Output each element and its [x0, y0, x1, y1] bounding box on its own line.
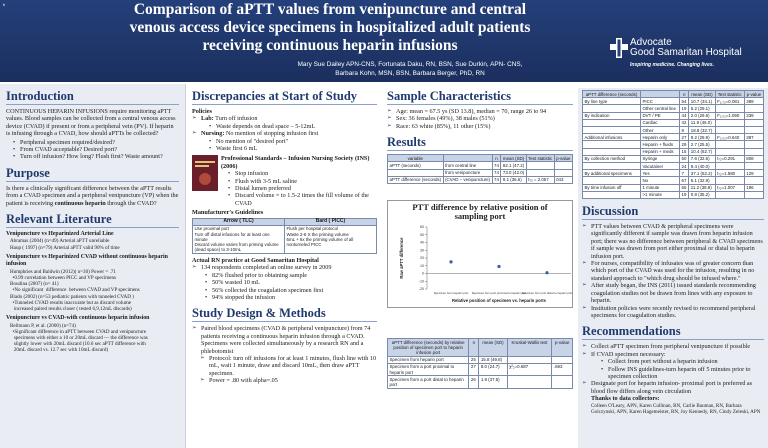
table-cell	[715, 119, 744, 126]
x-tick-label: Specimen from port proximal to heparin port	[471, 291, 527, 296]
table-cell: 27	[469, 363, 479, 375]
discussion-item: ➢ Institution policies were recently revised to recommend peripheral specimens for coagulation studies.	[582, 305, 764, 320]
mfg-col-bard: Bard ( PICC)	[285, 218, 377, 225]
port-header: aPTT difference (seconds) by relative position of specimen port to heparin infusion port	[388, 339, 469, 357]
mfg-item: Turn off distal infusions for at least one minute	[194, 231, 270, 242]
intro-bullet: • Peripheral specimen required/desired?	[6, 139, 179, 146]
table-cell: t₇₂=0.291	[715, 155, 744, 162]
table-row	[388, 169, 573, 176]
policy-nursing-text: No mention of stopping infusion first	[224, 130, 319, 138]
table-cell: 1 minute	[640, 184, 679, 191]
column-1	[0, 84, 186, 448]
lit-item: Blado (2002) (n=53 pediatric patients with tunneled CVAD )	[10, 293, 134, 300]
lit-item: increased paired results closer ( tested 6,9,12mL discards)	[10, 305, 132, 312]
table-cell: 387	[744, 134, 763, 141]
table-cell: 54	[680, 98, 689, 105]
chart-title: PTT difference by relative position of sampling port	[412, 202, 548, 222]
table-cell	[744, 127, 763, 134]
discussion-item: ➢ For nurses, compatibility of infusates was of greater concern than which port of the CVAD was used for the infusion, resulting in no standard approach to "which drug should be infused where."	[582, 260, 764, 282]
table-cell: 9.4 (40.0)	[689, 163, 715, 170]
table-cell: 37.1 (52.2)	[689, 170, 715, 177]
table-cell	[744, 148, 763, 155]
results-header: p-value	[556, 155, 571, 161]
table-cell: 24	[680, 163, 689, 170]
results-header: Test statistic	[528, 155, 553, 161]
table-cell	[715, 177, 744, 184]
table-cell: Heparin + meds	[640, 148, 679, 155]
table-cell	[583, 191, 641, 198]
table-row	[388, 162, 573, 169]
table-cell	[715, 141, 744, 148]
rn-practice-item: • 56% collected the coagulation specimen first	[198, 287, 377, 294]
policy-sub-item: • Waste depends on dead space – 5-12mL	[202, 123, 377, 130]
policy-lab-text: Turn off infusion	[213, 115, 258, 123]
table-cell: 73.0 (42.0)	[502, 170, 525, 176]
corner-mark: b	[3, 2, 6, 7]
purpose-text-tail: through the CVAD?	[105, 199, 157, 207]
table-cell: By time infusion off	[583, 184, 641, 191]
discussion-heading: Discussion	[582, 204, 764, 220]
logo-line-2: Good Samaritan Hospital	[630, 47, 742, 58]
purpose-text	[6, 185, 179, 207]
table-cell	[583, 148, 641, 155]
y-tick-label: 50	[420, 232, 424, 237]
table-cell: 29	[680, 141, 689, 148]
recommendation-sub-item: • Collect from port without a heparin infusion	[594, 358, 764, 365]
design-list	[192, 325, 377, 384]
table-cell: 11.9 (46.0)	[689, 119, 715, 126]
table-cell	[554, 162, 572, 169]
table-cell: 196	[744, 184, 763, 191]
results-table	[387, 154, 573, 184]
table-row	[583, 98, 764, 105]
mfg-item: Discard volume varies from priming volume (dead space) to 3-10mL	[194, 242, 279, 253]
table-cell: By collection method	[583, 155, 641, 162]
table-cell	[715, 163, 744, 170]
table-cell	[715, 127, 744, 134]
results-heading: Results	[387, 135, 573, 151]
table-cell: 18.8 (32.7)	[689, 127, 715, 134]
table-cell: 44	[680, 112, 689, 119]
table-cell: 9.1 (36.6)	[501, 176, 526, 183]
table-cell	[583, 127, 641, 134]
recommendations-list	[582, 343, 764, 358]
recommendation-item: ➢ If CVAD specimen necessary:	[582, 351, 764, 358]
mfg-item: Waste 2-6 X the priming volume	[286, 231, 349, 237]
table-row	[583, 184, 764, 191]
table-cell	[554, 169, 572, 176]
table-cell: Heparin + fluids	[640, 141, 679, 148]
table-cell	[526, 162, 554, 169]
port-table	[387, 338, 573, 389]
discussion-item: ➢ After study began, the INS (2011) issued standards recommending coagulation studies not be drawn from lines with any exposure to heparin.	[582, 282, 764, 304]
policy-nursing-sub	[192, 138, 377, 153]
table-cell: 9.2 (29.9)	[689, 134, 715, 141]
table-cell: 129	[744, 170, 763, 177]
discrepancies-heading: Discrepancies at Start of Study	[192, 89, 377, 105]
lit-item: Haup ( 1997) (n=79) Arterial aPTT valid 90% of time	[10, 244, 120, 251]
table-cell: F₁,₇₂=0.081	[715, 98, 744, 105]
table-cell: 389	[744, 98, 763, 105]
subgroup-header: aPTT difference (seconds)	[583, 91, 641, 98]
table-cell: from central line	[443, 162, 492, 169]
port-header: n	[469, 339, 479, 357]
mfg-arrow-cell	[193, 225, 285, 253]
recommendations-sub	[582, 358, 764, 380]
table-cell: By additional specimens	[583, 170, 641, 177]
intro-text: CONTINUOUS HEPARIN INFUSIONS require monitoring aPTT values. Blood samples can be collected from a central venous access device (CVAD) if present or from a peripheral vein (PV). If heparin is infusing through a CVAD, how should aPTTs be collected?	[6, 108, 176, 138]
table-cell	[507, 376, 552, 388]
table-cell: No	[640, 177, 679, 184]
rn-practice-item: • 94% stopped the infusion	[198, 294, 377, 301]
table-row	[583, 170, 764, 177]
standards-item: • Flush with 3-5 mL saline	[221, 178, 377, 185]
table-row	[583, 155, 764, 162]
table-cell: By line type	[583, 98, 641, 105]
table-row	[583, 163, 764, 170]
rn-practice-item: • 82% flushed prior to obtaining sample	[198, 272, 377, 279]
table-cell	[744, 177, 763, 184]
table-row	[583, 148, 764, 155]
table-cell	[388, 169, 444, 176]
poster-title: Comparison of aPTT values from venipuncture and central venous access device specimens in hospitalized adult patients receiving continuous heparin infusions	[129, 1, 531, 54]
table-cell: Additional infusions	[583, 134, 641, 141]
y-tick-label: 0	[422, 271, 424, 276]
table-cell: 808	[744, 155, 763, 162]
lit-section-2-title: Venipuncture vs Heparinized CVAD without continuous heparin infusion	[6, 253, 168, 268]
lit-item: •No significant difference between CVAD and VP specimens	[10, 287, 140, 294]
results-header: n	[492, 155, 501, 162]
table-cell: 1.9 (37.5)	[479, 376, 507, 388]
table-cell	[744, 163, 763, 170]
table-cell: PICC	[640, 98, 679, 105]
table-cell: 26	[469, 376, 479, 388]
table-cell: 15.8 (49.8)	[479, 356, 507, 363]
table-cell: 7.6 (32.6)	[689, 155, 715, 162]
x-tick-label: Specimen from heparin port	[433, 291, 469, 296]
table-cell: 0.8 (35.2)	[689, 191, 715, 198]
policy-sub-item: • No mention of "desired port"	[202, 138, 377, 145]
table-cell	[583, 119, 641, 126]
rn-practice-title: Actual RN practice at Good Samaritan Hospital	[192, 256, 319, 264]
table-cell: 339	[744, 112, 763, 119]
policies-label: Policies	[192, 108, 212, 115]
lit-item: Boudina (2007) (n= 41)	[10, 281, 59, 288]
port-header: mean (SD)	[479, 339, 507, 357]
table-cell: DVT / PE	[640, 112, 679, 119]
recommendation-item: ➢ Designate port for heparin infusion- proximal port is preferred as blood flow differs along vein circulation	[582, 380, 764, 395]
x-axis-label: Relative position of specimen vs. heparin ports	[451, 298, 547, 304]
table-cell: F₂,₇₁=0.640	[715, 134, 744, 141]
table-cell: 10.4 (62.7)	[689, 148, 715, 155]
table-row	[583, 177, 764, 184]
mfg-bard-cell	[285, 225, 377, 253]
table-cell: 19	[680, 105, 689, 112]
table-row	[583, 105, 764, 112]
table-cell: 15	[680, 148, 689, 155]
table-cell: t₇₂=1.007	[715, 184, 744, 191]
table-cell: from venipuncture	[443, 169, 492, 176]
table-cell	[552, 376, 573, 388]
table-cell: 67	[680, 177, 689, 184]
chart-frame	[387, 200, 573, 308]
table-cell: Vacutainer	[640, 163, 679, 170]
table-cell: 27	[680, 134, 689, 141]
table-cell: Specimen from a port proximal to heparin port	[388, 363, 469, 375]
table-cell: Other central line	[640, 105, 679, 112]
sample-item: ➢ Race: 63 white (85%), 11 other (15%)	[387, 123, 573, 130]
table-cell: 5.2 (29.1)	[689, 105, 715, 112]
x-tick-label: Specimen from port distal to heparin port	[521, 291, 573, 296]
table-cell: 6.1 (32.9)	[689, 177, 715, 184]
subgroup-header-row	[583, 91, 764, 98]
table-cell: 8	[680, 127, 689, 134]
table-cell	[583, 163, 641, 170]
policy-lab-label: Lab:	[201, 115, 214, 123]
sample-item: ➢ Age: mean = 67.5 ys (SD 13.8), median = 70, range 26 to 94	[387, 108, 573, 115]
table-cell	[552, 356, 573, 363]
table-row	[583, 191, 764, 198]
table-cell: 42	[680, 119, 689, 126]
y-tick-label: -20	[418, 287, 424, 292]
discussion-item: ➢ PTT values between CVAD & peripheral specimens were significantly different if sample was drawn from heparin infusion port; there was no difference between peripheral & CVAD specimens if sample was drawn from port either proximal or distal to heparin infusion port.	[582, 223, 764, 260]
mfg-item: 5mL + 6x the priming volume of all nonturneled PICC	[286, 236, 354, 247]
design-item: ➢ Paired blood specimens (CVAD & peripheral venipuncture) from 74 patients receiving a continuous heparin infusion through a CVAD. Specimens were collected simultaneously by a research RN and a phlebotomist	[192, 325, 377, 355]
table-cell: 50	[680, 155, 689, 162]
table-cell: 74	[494, 170, 499, 176]
results-header	[443, 155, 492, 162]
literature-heading: Relevant Literature	[6, 212, 179, 228]
data-point	[497, 265, 500, 268]
lit-item: •Tunneled CVAD results inaccurate but as discard volume	[10, 299, 132, 306]
hospital-logo	[610, 36, 760, 76]
column-2	[187, 84, 382, 448]
table-cell: By indication	[583, 112, 641, 119]
table-cell: 2.7 (25.5)	[689, 141, 715, 148]
table-row	[388, 363, 573, 375]
table-row	[388, 376, 573, 388]
subgroup-header: Test statistic	[715, 91, 744, 98]
port-header: p-value	[552, 339, 573, 357]
policy-list-2	[192, 130, 377, 137]
port-header: Kruskal-Wallis test	[507, 339, 552, 357]
design-item: ➢ Power = .80 with alpha=.05	[200, 377, 377, 384]
lit-item: •Significant difference in aPTT between CVAD and venipuncture	[10, 328, 147, 335]
manufacturer-title: Manufacturer's Guidelines	[192, 209, 264, 217]
rn-practice-sub	[192, 272, 377, 302]
table-cell: 74	[494, 177, 499, 183]
port-header-row	[388, 339, 573, 357]
table-cell: aPTT (seconds)	[388, 162, 444, 169]
table-cell: Specimen from heparin port	[388, 356, 469, 363]
column-4	[578, 88, 768, 448]
policy-nursing	[192, 130, 377, 137]
standards-item: • Stop infusion	[221, 170, 377, 177]
table-cell: 043	[554, 176, 572, 183]
table-row	[583, 134, 764, 141]
table-cell: χ²₂=0.687	[507, 363, 552, 375]
rn-practice-lead: ➢ 134 respondents completed an online survey in 2009	[192, 264, 377, 271]
policy-lab	[192, 115, 377, 122]
book-cover-icon	[192, 155, 218, 191]
thanks-text: Colleen O'Leary, APN, Karen Cullinan, RN, Carlie Bauman, RN, Barbara Golczynski, APN, Karen Hagemeister, RN, Joy Kennedy, RN, Cindy Zeleski, APN	[591, 402, 761, 415]
table-cell: 25	[469, 356, 479, 363]
table-cell: Specimen from a port distal to heparin port	[388, 376, 469, 388]
table-cell	[744, 105, 763, 112]
sample-item: ➢ Sex: 36 females (49%), 38 males (51%)	[387, 115, 573, 122]
policy-nursing-label: Nursing:	[201, 130, 225, 138]
cross-icon	[610, 38, 628, 58]
table-row	[388, 356, 573, 363]
manufacturer-table	[192, 218, 377, 254]
rn-practice-list	[192, 264, 377, 271]
table-cell: Cardiac	[640, 119, 679, 126]
table-cell	[583, 177, 641, 184]
sample-heading: Sample Characteristics	[387, 89, 573, 105]
table-cell: 55	[680, 184, 689, 191]
table-row	[388, 176, 573, 183]
design-heading: Study Design & Methods	[192, 306, 377, 322]
table-cell	[583, 141, 641, 148]
y-tick-label: 30	[420, 248, 424, 253]
recommendation-sub-item: • Follow INS guidelines-turn heparin off 5 minutes prior to specimen collection	[594, 366, 764, 381]
standards-title: Professional Standards – Infusion Nursing Society (INS) (2006)	[221, 155, 370, 170]
purpose-heading: Purpose	[6, 166, 179, 182]
y-axis-label: Raw aPTT difference	[399, 237, 404, 279]
table-cell	[715, 105, 744, 112]
table-row	[583, 119, 764, 126]
subgroup-header: n	[680, 91, 689, 98]
design-item: ➢ Protocol: turn off infusions for at least 1 minutes, flush line with 10 mL, wait 1 minute, draw and discard 10mL, then draw aPTT specimen.	[200, 355, 377, 377]
table-cell: 11.2 (38.8)	[689, 184, 715, 191]
data-point	[545, 271, 548, 274]
standards-item: • Discard volume = to 1.5-2 times the fill volume of the CVAD	[221, 192, 377, 207]
column-3	[382, 84, 578, 448]
chart-plot	[393, 223, 577, 307]
rn-practice-item: • 50% wasted 10 mL	[198, 279, 377, 286]
table-cell	[715, 148, 744, 155]
standards-block	[192, 155, 377, 207]
y-tick-label: 60	[420, 225, 424, 230]
recommendation-item: ➢ Collect aPTT specimen from peripheral venipuncture if possible	[582, 343, 764, 350]
subgroup-header: mean (SD)	[689, 91, 715, 98]
results-header-row	[388, 155, 573, 162]
table-row	[583, 127, 764, 134]
intro-list	[6, 139, 179, 161]
table-cell: 10.7 (34.1)	[689, 98, 715, 105]
table-cell: >1 minute	[640, 191, 679, 198]
intro-heading: Introduction	[6, 89, 179, 105]
table-cell	[507, 356, 552, 363]
lit-item: 20mL discard vs. 12.7 sec with 10mL discard)	[10, 347, 109, 354]
table-cell: t₇₂=1.580	[715, 170, 744, 177]
table-cell: 74	[494, 162, 499, 168]
lit-item: slightly lower with 20mL discard (10.6 sec aPTT difference with	[10, 341, 146, 348]
table-cell	[526, 169, 554, 176]
y-tick-label: -10	[418, 279, 424, 284]
policy-list	[192, 115, 377, 122]
logo-line-1: Advocate	[630, 37, 672, 48]
subgroup-header	[640, 91, 679, 98]
lit-section-1-title: Venipuncture vs Heparinized Arterial Line	[6, 231, 114, 238]
lit-item: Bellmann P, et al. (2000) (n=74)	[10, 322, 76, 329]
table-cell: Syringe	[640, 155, 679, 162]
table-cell: F₂,₇₁=1.090	[715, 112, 744, 119]
title-banner	[0, 0, 768, 82]
sample-list	[387, 108, 573, 130]
mfg-col-arrow: Arrow ( TLC)	[193, 218, 285, 225]
mfg-item: Use proximal port	[194, 226, 229, 232]
table-cell: Heparin only	[640, 134, 679, 141]
table-cell: Other	[640, 127, 679, 134]
recommendations-heading: Recommendations	[582, 324, 764, 340]
table-cell: 82.1 (47.2)	[502, 162, 525, 168]
lit-item: •0.99 correlation between PICC and VP specimens	[10, 274, 117, 281]
subgroup-table	[582, 90, 764, 199]
recommendations-list-2	[582, 380, 764, 395]
lit-item: Abramas (2004) (n=49) Arterial aPTT unreliable	[10, 238, 110, 245]
intro-bullet: • From CVAD acceptable? Desired port?	[6, 146, 179, 153]
policy-lab-sub	[192, 123, 377, 130]
results-header: variable	[388, 155, 444, 162]
data-point	[449, 260, 452, 263]
table-cell	[744, 141, 763, 148]
purpose-text-a: Is there a clinically significant difference between the aPTT results from a CVAD specimen and a peripheral venipuncture (VP) when the patient is receiving	[6, 184, 179, 207]
table-cell: 7	[680, 170, 689, 177]
lit-item: Humphries and Baldwin (2012)( n=30) Power = .71	[10, 268, 116, 275]
table-cell	[715, 191, 744, 198]
subgroup-header: p-value	[744, 91, 763, 98]
table-cell: 8.0 (24.7)	[479, 363, 507, 375]
standards-item: • Distal lumen preferred	[221, 185, 377, 192]
y-tick-label: 10	[420, 263, 424, 268]
table-cell: 2.0 (29.6)	[689, 112, 715, 119]
table-row	[583, 141, 764, 148]
table-cell: (CVAD − venipuncture)	[445, 177, 491, 183]
standards-list	[221, 170, 377, 207]
intro-bullet: • Turn off infusion? How long? Flush first? Waste amount?	[6, 153, 179, 160]
lit-section-3-title: Venipuncture vs CVAD-with continuous heparin infusion	[6, 315, 150, 322]
policy-sub-item: • Waste first 6 mL	[202, 145, 377, 152]
table-cell	[583, 105, 641, 112]
table-cell: .693	[552, 363, 573, 375]
y-tick-label: 20	[420, 256, 424, 261]
thanks-title: Thanks to data collectors:	[591, 395, 660, 403]
y-tick-label: 40	[420, 240, 424, 245]
table-cell	[744, 191, 763, 198]
table-cell: t₇₃ = 2.057	[526, 176, 554, 183]
table-cell: Yes	[640, 170, 679, 177]
table-cell	[744, 119, 763, 126]
poster-authors: Mary Sue Dailey APN-CNS, Fortunata Daku, RN, BSN, Sue Durkin, APN- CNS, Barbara Kohn, MSN, BSN, Barbara Berger, PhD, RN	[297, 61, 523, 77]
results-header: mean (SD)	[501, 155, 526, 162]
table-row	[583, 112, 764, 119]
logo-tagline: Inspiring medicine. Changing lives.	[630, 62, 714, 68]
purpose-text-bold: continuous heparin	[54, 199, 106, 207]
discussion-list	[582, 223, 764, 319]
table-cell: 19	[680, 191, 689, 198]
lit-item: specimens with either a 10 or 20mL discard — the difference was	[10, 334, 148, 341]
table-cell: aPTT difference (seconds)	[389, 177, 442, 183]
mfg-item: Flush per hospital protocol	[286, 226, 338, 232]
